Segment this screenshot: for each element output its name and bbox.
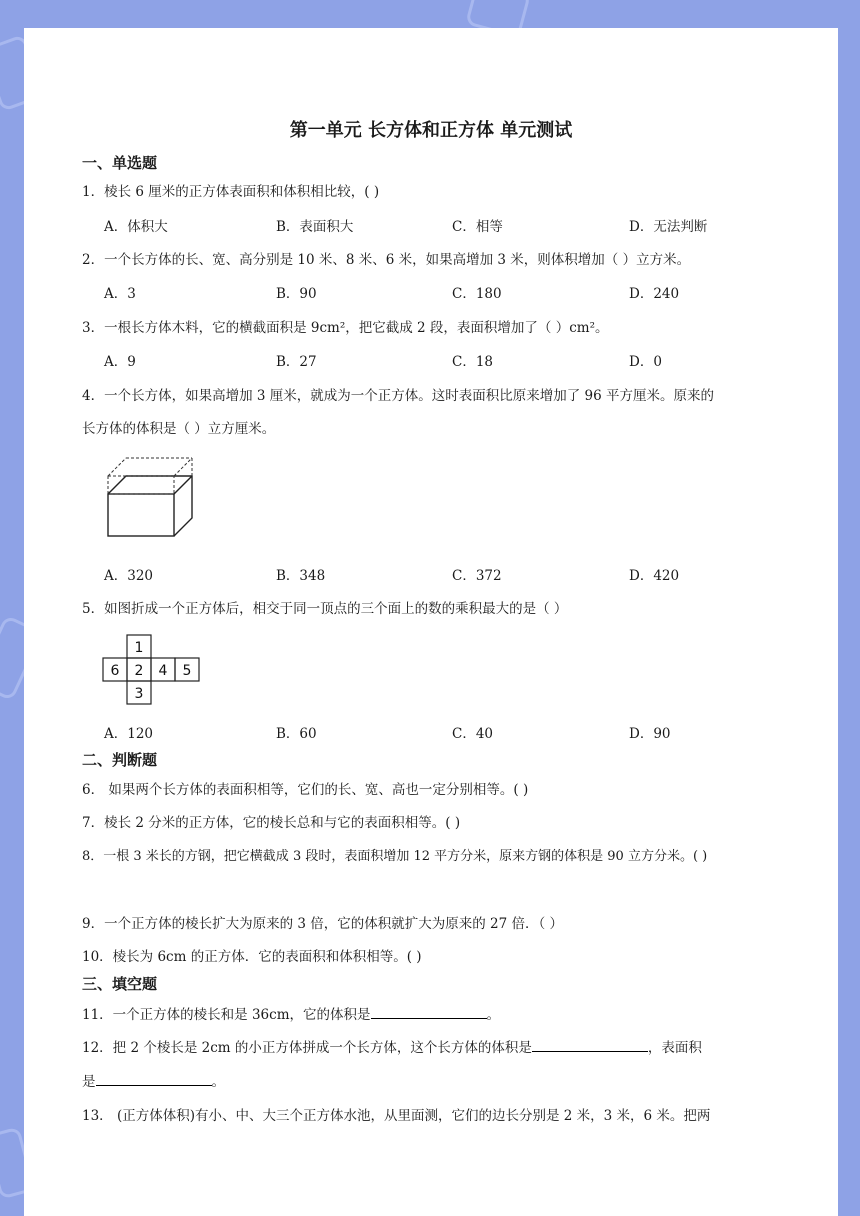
net-number: 4 <box>158 663 168 679</box>
option-b: B．60 <box>276 726 317 742</box>
net-number: 3 <box>134 686 144 702</box>
question-4-line-2: 长方体的体积是（ ）立方厘米。 <box>82 421 276 437</box>
option-a: A．120 <box>104 726 154 742</box>
question-8: 8．一根 3 米长的方钢，把它横截成 3 段时，表面积增加 12 平方分米，原来方钢的体积是 90 立方分米。( ) <box>82 849 708 864</box>
question-13: 13． (正方体体积)有小、中、大三个正方体水池，从里面测，它们的边长分别是 2 米，3 米，6 米。把两 <box>82 1108 711 1124</box>
question-11-end: 。 <box>486 1007 501 1023</box>
answer-blank[interactable] <box>96 1071 212 1086</box>
section-heading: 二、判断题 <box>82 751 158 769</box>
question-11-text: 11．一个正方体的棱长和是 36cm，它的体积是 <box>82 1007 371 1023</box>
option-b: B．27 <box>276 354 317 370</box>
question-2: 2．一个长方体的长、宽、高分别是 10 米、8 米、6 米，如果高增加 3 米，则体积增加（ ）立方米。 <box>82 252 691 268</box>
worksheet-page <box>24 28 838 1216</box>
question-3: 3．一根长方体木料，它的横截面积是 9cm²，把它截成 2 段，表面积增加了（ ）cm²。 <box>82 320 609 336</box>
question-6: 6． 如果两个长方体的表面积相等，它们的长、宽、高也一定分别相等。( ) <box>82 782 529 798</box>
question-9: 9．一个正方体的棱长扩大为原来的 3 倍，它的体积就扩大为原来的 27 倍．（ ） <box>82 916 564 932</box>
question-12-line-2-text: 是 <box>82 1074 96 1090</box>
option-b: B．348 <box>276 568 326 584</box>
question-5: 5．如图折成一个正方体后，相交于同一顶点的三个面上的数的乘积最大的是（ ） <box>82 601 568 617</box>
option-c: C．相等 <box>452 219 503 235</box>
question-12-middle: ，表面积 <box>647 1040 702 1056</box>
net-number: 1 <box>134 640 144 656</box>
question-12 <box>82 1036 702 1056</box>
question-11 <box>82 1003 500 1023</box>
net-number: 2 <box>134 663 144 679</box>
option-c: C．372 <box>452 568 502 584</box>
question-12-end: 。 <box>211 1074 225 1090</box>
option-b: B．90 <box>276 286 317 302</box>
question-12-line-2 <box>82 1070 225 1090</box>
page-title: 第一单元 长方体和正方体 单元测试 <box>289 120 573 141</box>
option-d: D．90 <box>629 726 671 742</box>
option-c: C．180 <box>452 286 502 302</box>
option-c: C．40 <box>452 726 494 742</box>
option-d: D．0 <box>629 354 662 370</box>
cube-net-figure <box>102 634 202 706</box>
answer-blank[interactable] <box>532 1037 648 1052</box>
option-a: A．体积大 <box>104 219 168 235</box>
question-1: 1．棱长 6 厘米的正方体表面积和体积相比较，( ) <box>82 184 380 200</box>
option-d: D．420 <box>629 568 680 584</box>
section-heading: 一、单选题 <box>82 154 158 172</box>
net-number: 5 <box>182 663 192 679</box>
answer-blank[interactable] <box>371 1004 487 1019</box>
question-4-line-1: 4．一个长方体，如果高增加 3 厘米，就成为一个正方体。这时表面积比原来增加了 96 平方厘米。原来的 <box>82 388 715 404</box>
option-d: D．240 <box>629 286 680 302</box>
option-a: A．320 <box>104 568 154 584</box>
question-12-text: 12．把 2 个棱长是 2cm 的小正方体拼成一个长方体，这个长方体的体积是 <box>82 1040 532 1056</box>
net-number: 6 <box>110 663 120 679</box>
option-a: A．9 <box>104 354 136 370</box>
option-c: C．18 <box>452 354 494 370</box>
question-10: 10．棱长为 6cm 的正方体．它的表面积和体积相等。( ) <box>82 949 422 965</box>
section-heading: 三、填空题 <box>82 975 158 993</box>
question-7: 7．棱长 2 分米的正方体，它的棱长总和与它的表面积相等。( ) <box>82 815 461 831</box>
option-a: A．3 <box>104 286 136 302</box>
cuboid-figure <box>104 453 204 541</box>
option-d: D．无法判断 <box>629 219 708 235</box>
option-b: B．表面积大 <box>276 219 354 235</box>
